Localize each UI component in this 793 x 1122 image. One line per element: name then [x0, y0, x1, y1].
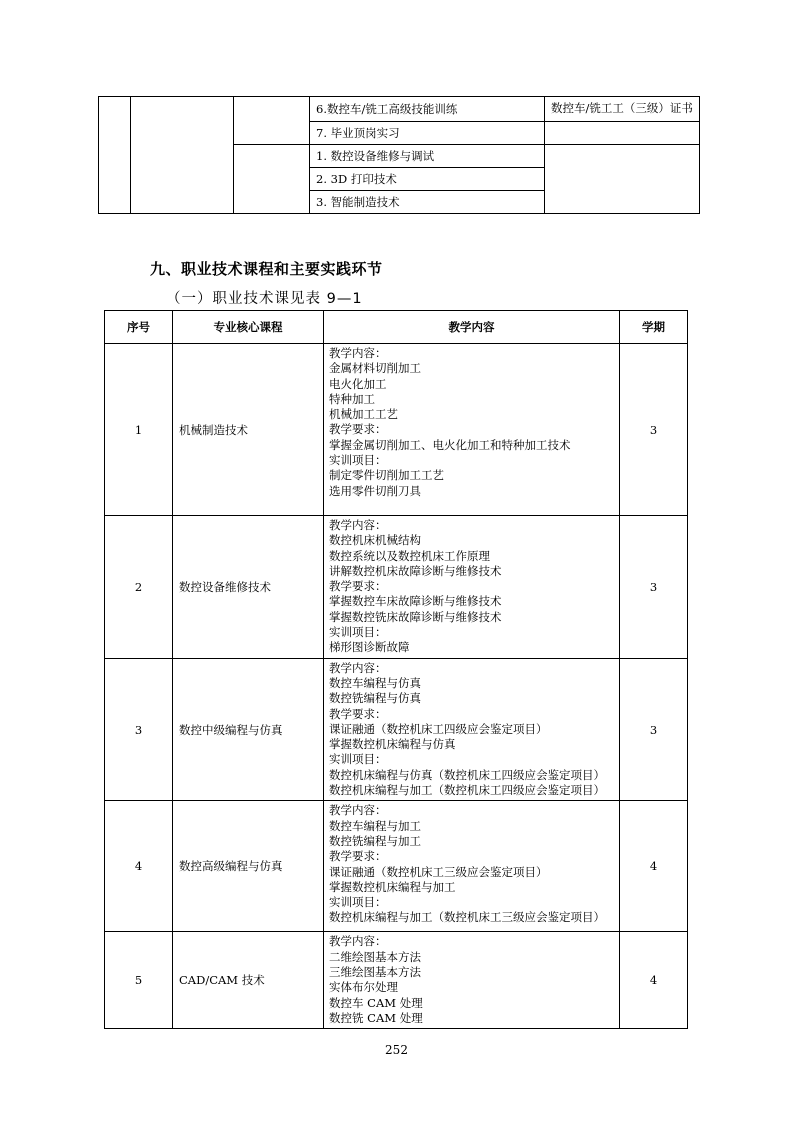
term: 3: [620, 516, 688, 659]
table-row: [105, 932, 688, 1029]
content-line: 二维绘图基本方法: [329, 949, 421, 964]
certificate-cell: [545, 122, 700, 145]
content-line: 实训项目：: [329, 752, 387, 767]
content-line: 掌握金属切削加工、电火化加工和特种加工技术: [329, 437, 571, 452]
header-term: 学期: [620, 311, 688, 344]
row-index: 3: [105, 658, 173, 801]
table-body: [105, 344, 688, 1029]
content-line: 课证融通（数控机床工三级应会鉴定项目）: [329, 864, 548, 879]
content-line: 数控铣编程与加工: [329, 833, 421, 848]
content-line: 教学要求：: [329, 579, 387, 594]
content-line: 教学内容：: [329, 660, 387, 675]
certificate-text: 数控车/铣工工（三级）证书: [551, 101, 693, 115]
teaching-content: [324, 801, 620, 932]
content-line: 课证融通（数控机床工四级应会鉴定项目）: [329, 721, 548, 736]
content-line: 教学要求：: [329, 849, 387, 864]
row-index: 1: [105, 344, 173, 516]
course-name: 数控设备维修技术: [173, 516, 324, 659]
page-number: 252: [385, 1043, 408, 1057]
header-index: 序号: [105, 311, 173, 344]
content-line: 数控机床编程与加工（数控机床工四级应会鉴定项目）: [329, 783, 605, 798]
term: 4: [620, 932, 688, 1029]
teaching-content: [324, 344, 620, 516]
course-cell: 7. 毕业顶岗实习: [310, 122, 545, 145]
row-index: 2: [105, 516, 173, 659]
content-line: 三维绘图基本方法: [329, 964, 421, 979]
empty-cell: [131, 97, 234, 214]
section-subtitle: （一）职业技术课见表 9—1: [166, 291, 363, 307]
content-line: 梯形图诊断故障: [329, 640, 410, 655]
teaching-content: [324, 932, 620, 1029]
content-line: 机械加工工艺: [329, 407, 398, 422]
content-line: 数控铣 CAM 处理: [329, 1010, 423, 1025]
content-line: 讲解数控机床故障诊断与维修技术: [329, 563, 502, 578]
row-index: 4: [105, 801, 173, 932]
core-courses-table: [104, 310, 688, 1029]
course-cell: 2. 3D 打印技术: [310, 168, 545, 191]
row-index: 5: [105, 932, 173, 1029]
content-line: 实体布尔处理: [329, 980, 398, 995]
content-line: 实训项目：: [329, 453, 387, 468]
section-title: 九、职业技术课程和主要实践环节: [150, 260, 383, 278]
course-name: 数控中级编程与仿真: [173, 658, 324, 801]
teaching-content: [324, 658, 620, 801]
content-line: 教学内容：: [329, 518, 387, 532]
content-line: 数控车编程与加工: [329, 818, 421, 833]
content-line: 制定零件切削加工工艺: [329, 468, 444, 483]
content-line: 教学要求：: [329, 706, 387, 721]
content-line: 掌握数控铣床故障诊断与维修技术: [329, 609, 502, 624]
continued-curriculum-table: [98, 96, 700, 214]
course-name: 机械制造技术: [173, 344, 324, 516]
content-line: 数控机床编程与仿真（数控机床工四级应会鉴定项目）: [329, 767, 605, 782]
content-line: 数控系统以及数控机床工作原理: [329, 548, 490, 563]
empty-cell: [99, 97, 131, 214]
table-row: [105, 658, 688, 801]
content-line: 掌握数控机床编程与加工: [329, 879, 456, 894]
content-line: 数控机床编程与加工（数控机床工三级应会鉴定项目）: [329, 910, 605, 925]
course-cell: 1. 数控设备维修与调试: [310, 145, 545, 168]
course-cell: 3. 智能制造技术: [310, 191, 545, 214]
table-row: [99, 97, 700, 122]
content-line: 电火化加工: [329, 376, 387, 391]
content-line: 掌握数控车床故障诊断与维修技术: [329, 594, 502, 609]
content-line: 特种加工: [329, 391, 375, 406]
content-line: 金属材料切削加工: [329, 361, 421, 376]
content-line: 数控机床机械结构: [329, 533, 421, 548]
course-cell: 6.数控车/铣工高级技能训练: [310, 97, 545, 122]
header-course: 专业核心课程: [173, 311, 324, 344]
term: 3: [620, 344, 688, 516]
content-line: 教学内容：: [329, 803, 387, 818]
content-line: 掌握数控机床编程与仿真: [329, 737, 456, 752]
content-line: 实训项目：: [329, 895, 387, 910]
course-name: CAD/CAM 技术: [173, 932, 324, 1029]
content-line: 数控车编程与仿真: [329, 675, 421, 690]
term: 3: [620, 658, 688, 801]
empty-cell: [234, 145, 310, 214]
content-line: 数控铣编程与仿真: [329, 691, 421, 706]
content-line: 教学内容：: [329, 934, 387, 949]
empty-cell: [545, 145, 700, 214]
course-name: 数控高级编程与仿真: [173, 801, 324, 932]
content-line: 教学内容：: [329, 346, 387, 360]
empty-cell: [234, 97, 310, 145]
content-line: 数控车 CAM 处理: [329, 995, 423, 1010]
content-line: 选用零件切削刀具: [329, 483, 421, 498]
certificate-cell: [545, 97, 700, 122]
table-header-row: [105, 311, 688, 344]
content-line: 实训项目：: [329, 625, 387, 640]
teaching-content: [324, 516, 620, 659]
header-content: 教学内容: [324, 311, 620, 344]
table-row: [105, 801, 688, 932]
table-row: [105, 516, 688, 659]
term: 4: [620, 801, 688, 932]
table-row: [105, 344, 688, 516]
content-line: 教学要求：: [329, 422, 387, 437]
